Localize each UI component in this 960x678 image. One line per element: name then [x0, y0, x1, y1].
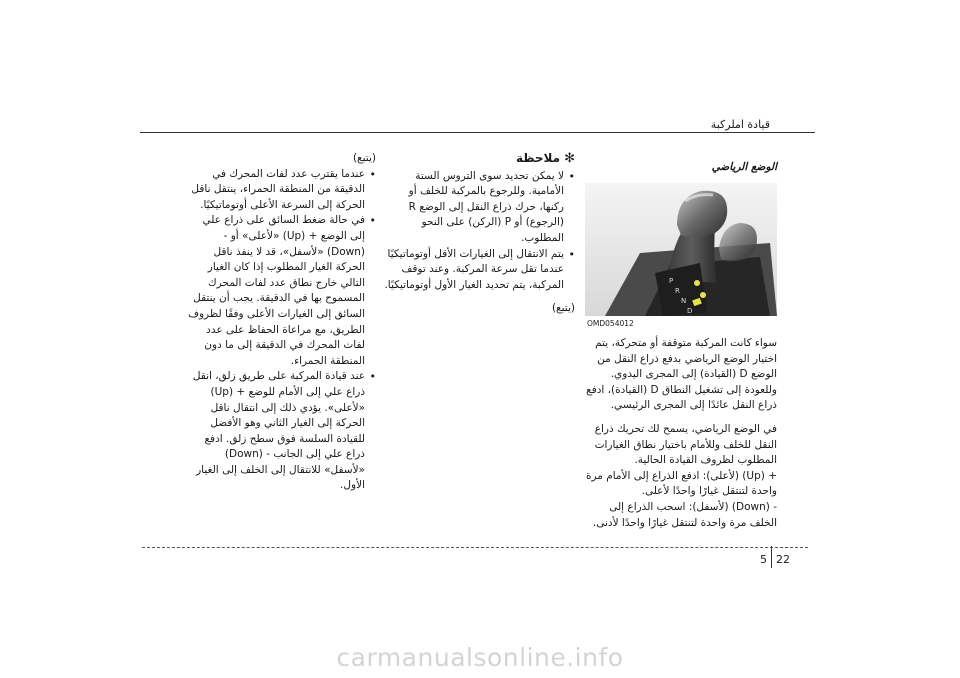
page-header-title: قيادة املركبة: [710, 118, 770, 131]
gear-letter: N: [681, 297, 687, 305]
photo-id: OMD054012: [587, 319, 634, 328]
list-item: • عندما يقترب عدد لفات المحرك في الدقيقة من المنطقة الحمراء، ينتقل ناقل الحركة إلى السرعة الأعلى أوتوماتيكيًا.: [188, 167, 376, 214]
caution-heading: [383, 151, 575, 167]
watermark: carmanualsonline.info: [336, 643, 624, 672]
caution-title: ملاحظة: [515, 151, 561, 165]
list-item: + (Up) (لأعلى): ادفع الذراع إلى الأمام مرة واحدة لتنتقل غيارًا واحدًا لأعلى.: [585, 469, 777, 498]
column-middle: [383, 151, 575, 317]
gear-letter: P: [669, 277, 674, 285]
footer-divider: [771, 546, 772, 568]
section-heading: الوضع الرياضي: [711, 161, 777, 173]
page-number: 22: [776, 553, 790, 566]
gear-shifter-photo: [585, 183, 777, 316]
gear-letter: R: [675, 287, 680, 295]
chapter-number: 5: [760, 553, 767, 566]
left-bullet-list: [188, 167, 376, 494]
list-item: • يتم الانتقال إلى الغيارات الأقل أوتوماتيكيًا عندما تقل سرعة المركبة. وعند توقف المركبة، يتم تحديد الغيار الأول أوتوماتيكيًا.: [383, 247, 575, 294]
header-rule: [140, 132, 815, 133]
continued-note: (يتبع): [551, 302, 575, 315]
paragraph: في الوضع الرياضي، يسمح لك تحريك ذراع النقل للخلف وللأمام باختيار نطاق الغيارات المطلوب لظروف القيادة الحالية.: [594, 422, 777, 467]
list-item: • عند قيادة المركبة على طريق زلق، انقل ذراع علي إلى الأمام للوضع + (Up) «لأعلى». يؤدي ذلك إلى انتقال ناقل الحركة إلى الغيار الثاني وهو الأفضل للقيادة السلسة فوق سطح زلق. ادفع ذراع علي إلى الجانب - (Down) «لأسفل» للانتقال إلى الخلف إلى الغيار الأول.: [188, 369, 376, 494]
column-right: [585, 160, 777, 182]
asterisk-icon: ✻: [564, 151, 575, 166]
gear-letter: D: [687, 307, 693, 315]
list-item: - (Down) (لأسفل): اسحب الذراع إلى الخلف مرة واحدة لتنتقل غيارًا واحدًا لأدنى.: [592, 500, 777, 529]
caution-bullet-list: [383, 169, 575, 294]
footer-rule: [142, 547, 808, 548]
list-item: • لا يمكن تحديد سوى التروس الستة الأمامية. وللرجوع بالمركبة للخلف أو ركنها، حرك ذراع النقل إلى الوضع R (الرجوع) أو P (الركن) على النحو المطلوب.: [383, 169, 575, 247]
column-right-body: [585, 336, 777, 531]
continued-note: (يتبع): [352, 152, 376, 164]
gear-shifter-illustration: [585, 183, 777, 316]
paragraph: سواء كانت المركبة متوقفة أو متحركة، يتم اختيار الوضع الرياضي بدفع ذراع النقل من الوضع D (القيادة) إلى المجرى اليدوي. وللعودة إلى تشغيل النطاق D (القيادة)، ادفع ذراع النقل عائدًا إلى المجرى الرئيسي.: [586, 337, 777, 412]
column-left: [188, 151, 376, 494]
list-item: • في حالة ضغط السائق على ذراع علي إلى الوضع + (Up) «لأعلى» أو - (Down) «لأسفل»، قد لا ينفذ ناقل الحركة الغيار المطلوب إذا كان الغيار التالي خارج نطاق عدد لفات المحرك المسموح بها في الدقيقة. يجب أن ينتقل السائق إلى الغيارات الأعلى وفقًا لظروف الطريق، مع مراعاة الحفاظ على عدد لفات المحرك في الدقيقة إلى ما دون المنطقة الحمراء.: [188, 213, 376, 369]
